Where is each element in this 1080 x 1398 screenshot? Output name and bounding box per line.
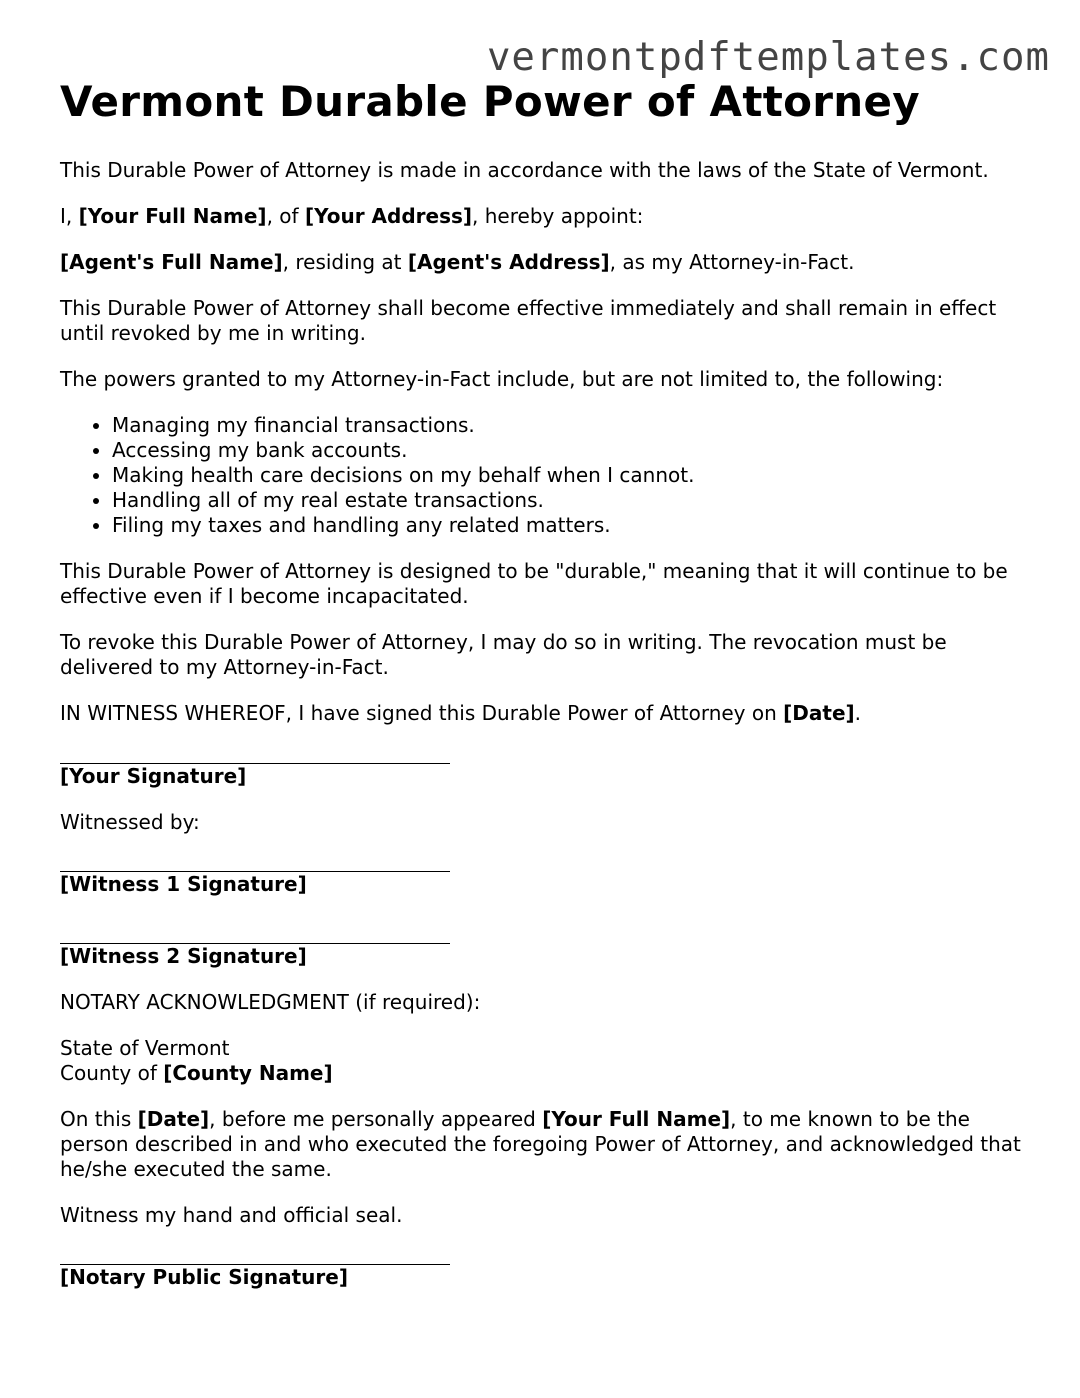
- principal-address-field: [Your Address]: [304, 204, 473, 228]
- witnessed-by-label: Witnessed by:: [60, 810, 200, 834]
- list-item: • Making health care decisions on my behalf when I cannot.: [112, 463, 1030, 488]
- agent-paragraph: [Agent's Full Name], residing at [Agent's Address], as my Attorney-in-Fact.: [60, 250, 855, 274]
- revoke-paragraph: To revoke this Durable Power of Attorney, I may do so in writing. The revocation must be delivered to my Attorney-in-Fact.: [60, 630, 947, 679]
- document-title: Vermont Durable Power of Attorney: [60, 77, 920, 126]
- durable-paragraph: This Durable Power of Attorney is designed to be "durable," meaning that it will continue to be effective even if I become incapacitated.: [60, 559, 1008, 608]
- county-line: County of [County Name]: [60, 1061, 333, 1085]
- signing-date-field: [Date]: [783, 701, 855, 725]
- notary-paragraph: On this [Date], before me personally appeared [Your Full Name], to me known to be the person described in and who executed the foregoing Power of Attorney, and acknowledged that he/she executed the same.: [60, 1107, 1021, 1181]
- list-item: • Accessing my bank accounts.: [112, 438, 1030, 463]
- watermark: vermontpdftemplates.com: [486, 35, 1050, 80]
- list-item: • Filing my taxes and handling any related matters.: [112, 513, 1030, 538]
- agent-name-field: [Agent's Full Name]: [60, 250, 283, 274]
- powers-list: [60, 413, 1030, 538]
- notary-heading: NOTARY ACKNOWLEDGMENT (if required):: [60, 990, 481, 1014]
- principal-name-field: [Your Full Name]: [78, 204, 267, 228]
- your-signature-label: [Your Signature]: [60, 764, 247, 788]
- agent-address-field: [Agent's Address]: [407, 250, 610, 274]
- intro-paragraph: This Durable Power of Attorney is made in accordance with the laws of the State of Vermont.: [60, 158, 989, 182]
- witness-whereof-paragraph: IN WITNESS WHEREOF, I have signed this Durable Power of Attorney on [Date].: [60, 701, 862, 725]
- state-line: State of Vermont: [60, 1036, 230, 1060]
- notary-date-field: [Date]: [137, 1107, 210, 1131]
- county-name-field: [County Name]: [163, 1061, 333, 1085]
- document-body: [60, 76, 1030, 1290]
- effective-paragraph: This Durable Power of Attorney shall become effective immediately and shall remain in effect until revoked by me in writing.: [60, 296, 997, 345]
- powers-intro: The powers granted to my Attorney-in-Fact include, but are not limited to, the following:: [60, 367, 944, 391]
- appoint-paragraph: I, [Your Full Name], of [Your Address], hereby appoint:: [60, 204, 644, 228]
- list-item: • Handling all of my real estate transactions.: [112, 488, 1030, 513]
- notary-principal-name-field: [Your Full Name]: [542, 1107, 731, 1131]
- seal-paragraph: Witness my hand and official seal.: [60, 1203, 403, 1227]
- notary-signature-label: [Notary Public Signature]: [60, 1265, 348, 1289]
- witness2-signature-label: [Witness 2 Signature]: [60, 944, 307, 968]
- witness1-signature-label: [Witness 1 Signature]: [60, 872, 307, 896]
- list-item: • Managing my financial transactions.: [112, 413, 1030, 438]
